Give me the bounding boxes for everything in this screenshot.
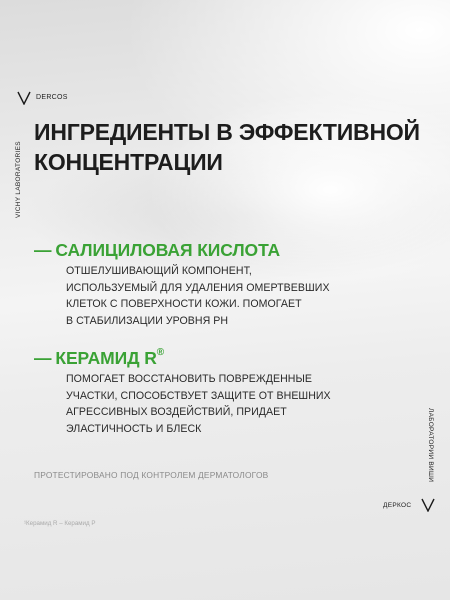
title-line-1: ИНГРЕДИЕНТЫ В ЭФФЕКТИВНОЙ [34,119,420,145]
brand-vertical-left: VICHY LABORATORIES [15,141,22,218]
vichy-v-logo-icon [17,91,31,105]
description-line: ПОМОГАЕТ ВОССТАНОВИТЬ ПОВРЕЖДЕННЫЕ [66,373,313,385]
description-line: ИСПОЛЬЗУЕМЫЙ ДЛЯ УДАЛЕНИЯ ОМЕРТВЕВШИХ [66,281,330,294]
brand-top-label: DERCOS [36,94,68,101]
ingredient-name: САЛИЦИЛОВАЯ КИСЛОТА [55,240,281,260]
brand-vertical-right: ЛАБОРАТОРИИ ВИШИ [427,408,434,483]
description-line: ОТШЕЛУШИВАЮЩИЙ КОМПОНЕНТ, [66,265,252,277]
description-line: КЛЕТОК С ПОВЕРХНОСТИ КОЖИ. ПОМОГАЕТ [66,298,302,311]
vichy-v-logo-icon [421,498,435,512]
description-line: УЧАСТКИ, СПОСОБСТВУЕТ ЗАЩИТЕ ОТ ВНЕШНИХ [66,389,331,402]
ingredient-description-ceramide [66,371,406,437]
brand-bottom-label: ДЕРКОС [383,502,412,509]
ingredient-heading-salicylic [34,240,280,261]
registered-mark: ® [156,347,165,358]
dermatologist-tested-note: ПРОТЕСТИРОВАНО ПОД КОНТРОЛЕМ ДЕРМАТОЛОГОВ [34,470,269,480]
ingredient-dash: — [34,348,52,368]
ingredient-name: КЕРАМИД R [55,348,157,368]
footnote: ¹Керамид R – Керамид Р [24,520,96,527]
page-title [34,117,434,177]
description-line: АГРЕССИВНЫХ ВОЗДЕЙСТВИЙ, ПРИДАЕТ [66,406,287,419]
ingredient-dash: — [34,240,52,260]
description-line: В СТАБИЛИЗАЦИИ УРОВНЯ PH [66,314,229,327]
description-line: ЭЛАСТИЧНОСТЬ И БЛЕСК [66,422,202,435]
ingredient-heading-ceramide [34,348,164,369]
ingredient-description-salicylic [66,263,406,329]
title-line-2: КОНЦЕНТРАЦИИ [34,149,223,175]
